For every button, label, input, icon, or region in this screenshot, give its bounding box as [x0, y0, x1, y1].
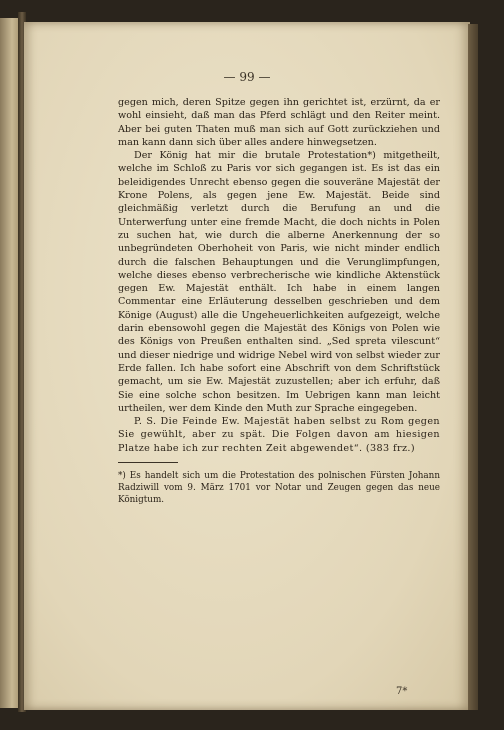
- signature-mark: 7*: [396, 686, 408, 697]
- previous-page-edge: [0, 18, 20, 708]
- postscript-paragraph: P. S. Die Feinde Ew. Majestät haben selbst zu Rom gegen Sie gewühlt, aber zu spät. Die Folgen davon am hiesigen Platze habe ich zur rechten Zeit abgewendet“. (383 frz.): [118, 416, 440, 454]
- paragraph-2: Der König hat mir die brutale Protestation*) mitgetheilt, welche im Schloß zu Paris vor sich gegangen ist. Es ist das ein beleidigendes Unrecht ebenso gegen die souveräne Majestät der Krone Polens, als gegen jene Ew. Majestät. Beide sind gleichmäßig verletzt durch die Berufung an und die Unterwerfung unter eine fremde Macht, die doch nichts in Polen zu suchen hat, wie durch die alberne Anerkennung der so unbegründeten Oberhoheit von Paris, wie nicht minder endlich durch die falschen Behauptungen und die Verunglimpfungen, welche dieses ebenso verbrecherische wie kindliche Aktenstück gegen Ew. Majestät enthält. Ich habe in einem langen Commentar eine Erläuterung desselben geschrieben und dem Könige (August) alle die Ungeheuerlichkeiten aufgezeigt, welche darin ebensowohl gegen die Majestät des Königs von Polen wie des Königs von Preußen enthalten sind. „Sed spreta vilescunt“ und dieser niedrige und widrige Nebel wird von selbst wieder zur Erde fallen. Ich habe sofort eine Abschrift von dem Schriftstück gemacht, um sie Ew. Majestät zuzustellen; aber ich erfuhr, daß Sie eine solche schon besitzen. Im Uebrigen kann man leicht urtheilen, wer dem Kinde den Muth zur Sprache eingegeben.: [118, 150, 440, 414]
- book-page: [24, 22, 470, 710]
- body-text: [118, 96, 440, 455]
- page-number: — 99 —: [223, 70, 271, 84]
- paragraph-1: gegen mich, deren Spitze gegen ihn gerichtet ist, erzürnt, da er wohl einsieht, daß man das Pferd schlägt und den Reiter meint. Aber bei guten Thaten muß man sich auf Gott zurückziehen und man kann dann sich über alles andere hinwegsetzen.: [118, 97, 440, 148]
- footnote-rule: [118, 462, 178, 463]
- page-edge-shadow: [468, 24, 478, 710]
- footnote: *) Es handelt sich um die Protestation des polnischen Fürsten Johann Radziwill vom 9. März 1701 vor Notar und Zeugen gegen das neue Königtum.: [118, 471, 440, 505]
